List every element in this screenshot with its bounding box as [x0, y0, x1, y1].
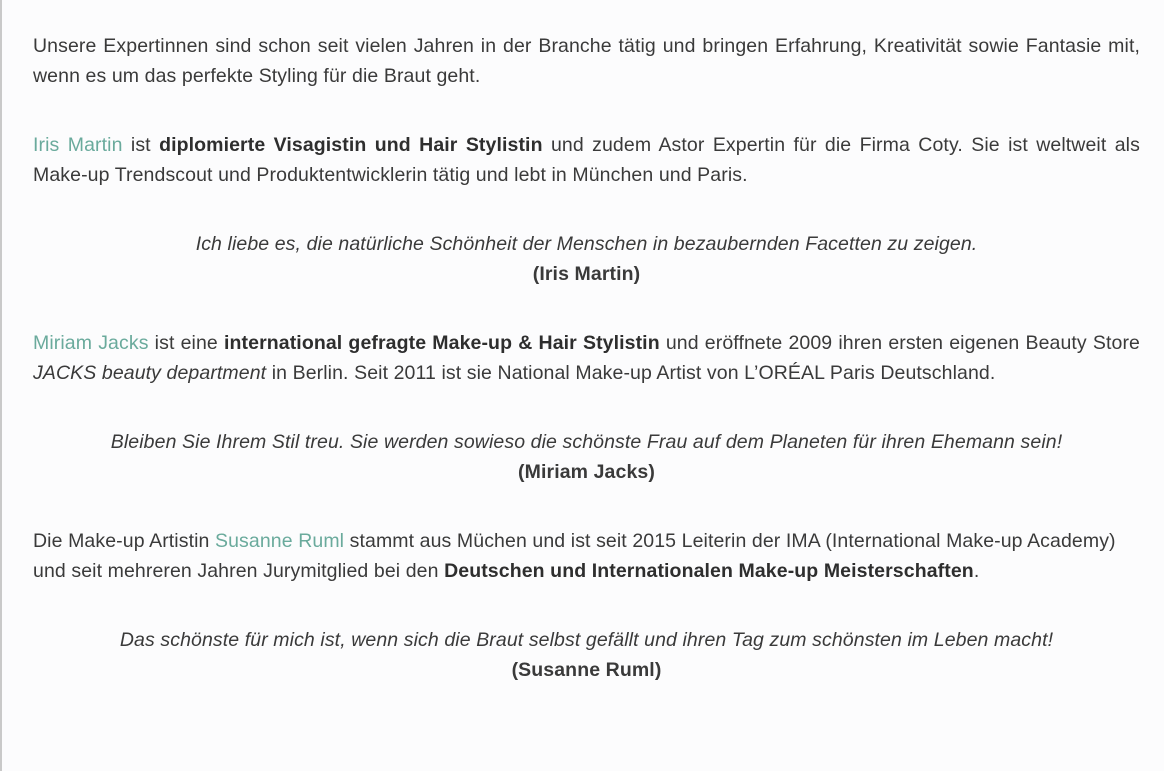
miriam-bold-title: international gefragte Make-up & Hair Stylistin: [224, 332, 660, 354]
susanne-text-1: Die Make-up Artistin: [33, 530, 215, 552]
article-content: [33, 31, 1140, 685]
iris-quote: Ich liebe es, die natürliche Schönheit der Menschen in bezaubernden Facetten zu zeigen.: [195, 233, 978, 255]
intro-paragraph: Unsere Expertinnen sind schon seit vielen Jahren in der Branche tätig und bringen Erfahrung, Kreativität sowie Fantasie mit, wenn es um das perfekte Styling für die Braut geht.: [33, 35, 1140, 87]
iris-text-1: ist: [122, 134, 160, 156]
iris-bold-title: diplomierte Visagistin und Hair Stylistin: [159, 134, 543, 156]
spacer: [33, 487, 1140, 526]
susanne-paragraph: [33, 526, 1140, 586]
spacer: [33, 91, 1140, 130]
miriam-paragraph: [33, 328, 1140, 388]
miriam-quote-author: (Miriam Jacks): [518, 461, 655, 483]
susanne-bold-title: Deutschen und Internationalen Make-up Meisterschaften: [444, 560, 974, 582]
miriam-store-name: JACKS beauty department: [33, 362, 267, 384]
miriam-text-2: und eröffnete 2009 ihren ersten eigenen Beauty Store: [659, 332, 1141, 354]
susanne-quote-author: (Susanne Ruml): [511, 659, 662, 681]
susanne-quote: Das schönste für mich ist, wenn sich die Braut selbst gefällt und ihren Tag zum schönsten im Leben macht!: [119, 629, 1054, 651]
miriam-quote: Bleiben Sie Ihrem Stil treu. Sie werden sowieso die schönste Frau auf dem Planeten für ihren Ehemann sein!: [110, 431, 1063, 453]
iris-martin-link[interactable]: Iris Martin: [33, 134, 123, 156]
miriam-text-1: ist eine: [148, 332, 224, 354]
page-left-border: [0, 0, 2, 771]
spacer: [33, 388, 1140, 427]
spacer: [33, 190, 1140, 229]
susanne-text-2: stammt aus Müchen und ist seit 2015 Leiterin der IMA (International Make-up Academy) und seit mehreren Jahren Jurymitglied bei den: [33, 530, 1116, 582]
iris-quote-author: (Iris Martin): [532, 263, 641, 285]
miriam-jacks-link[interactable]: Miriam Jacks: [33, 332, 149, 354]
spacer: [33, 586, 1140, 625]
iris-text-2: und zudem Astor Expertin für die Firma Coty. Sie ist weltweit als Make-up Trendscout und Produktentwicklerin tätig und lebt in München und Paris.: [33, 134, 1140, 186]
susanne-text-3: .: [973, 560, 980, 582]
iris-paragraph: [33, 130, 1140, 190]
susanne-ruml-link[interactable]: Susanne Ruml: [215, 530, 345, 552]
spacer: [33, 289, 1140, 328]
miriam-text-3: in Berlin. Seit 2011 ist sie National Make-up Artist von L’ORÉAL Paris Deutschland.: [266, 362, 996, 384]
